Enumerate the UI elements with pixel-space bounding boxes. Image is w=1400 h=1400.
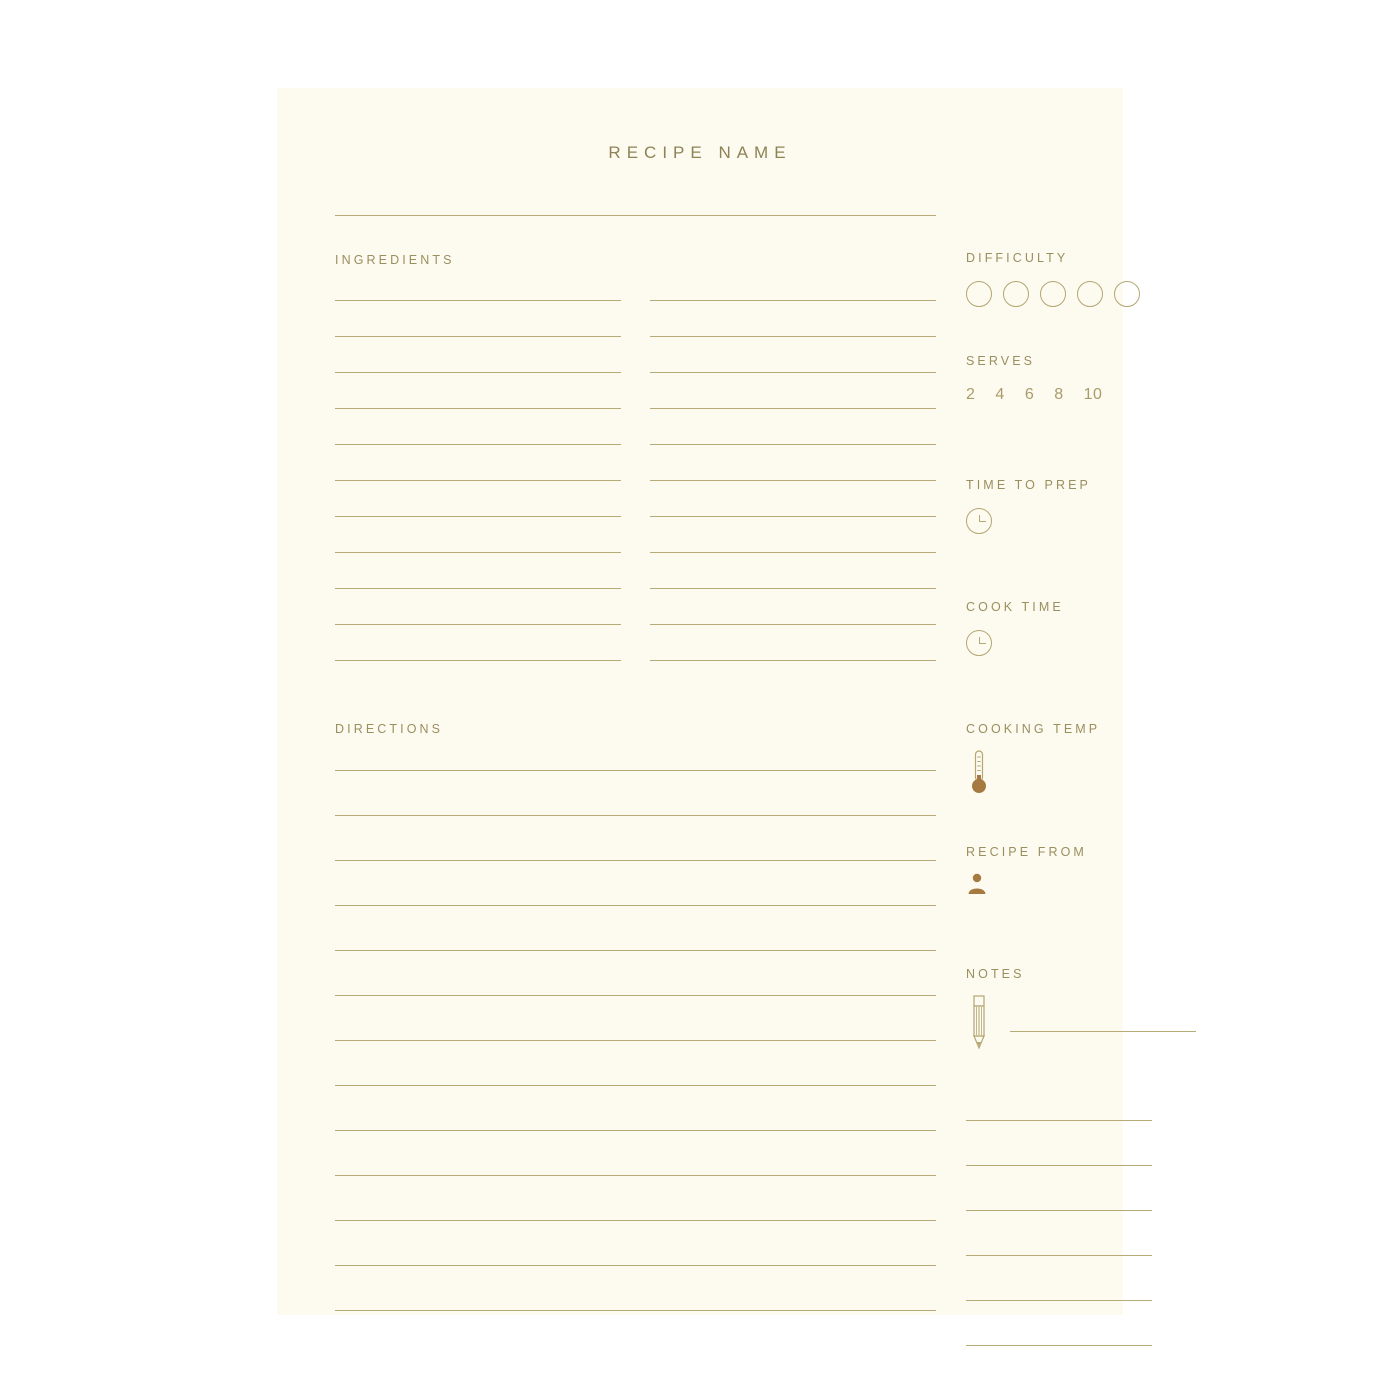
clock-icon	[966, 508, 992, 534]
ingredient-line[interactable]	[335, 300, 621, 301]
notes-icon-and-lines	[966, 993, 1025, 1063]
ingredient-line[interactable]	[335, 444, 621, 445]
notes-first-line-wrap	[1010, 1031, 1196, 1032]
ingredient-line[interactable]	[650, 624, 936, 625]
ingredients-column-left	[335, 300, 621, 661]
ingredient-line[interactable]	[335, 624, 621, 625]
direction-line[interactable]	[335, 1175, 936, 1176]
notes-line[interactable]	[966, 1210, 1152, 1211]
ingredient-line[interactable]	[650, 300, 936, 301]
serves-label: SERVES	[966, 354, 1036, 368]
difficulty-circle[interactable]	[966, 281, 992, 307]
ingredient-line[interactable]	[650, 660, 936, 661]
sidebar-block-difficulty	[966, 251, 1140, 307]
notes-line[interactable]	[966, 1120, 1152, 1121]
serves-option[interactable]: 6	[1024, 386, 1035, 403]
ingredient-line[interactable]	[335, 372, 621, 373]
direction-line[interactable]	[335, 1310, 936, 1311]
ingredients-column-right	[650, 300, 936, 661]
serves-option[interactable]: 8	[1054, 386, 1064, 403]
sidebar-block-cook-time	[966, 600, 1064, 656]
direction-line[interactable]	[335, 905, 936, 906]
notes-line[interactable]	[966, 1300, 1152, 1301]
serves-option[interactable]: 4	[995, 386, 1005, 403]
direction-line[interactable]	[335, 1085, 936, 1086]
direction-line[interactable]	[335, 815, 936, 816]
difficulty-label: DIFFICULTY	[966, 251, 1069, 265]
sidebar-block-time-to-prep	[966, 478, 1091, 534]
difficulty-circle[interactable]	[1114, 281, 1140, 307]
notes-line[interactable]	[966, 1345, 1152, 1346]
cook-time-label: COOK TIME	[966, 600, 1064, 614]
direction-line[interactable]	[335, 860, 936, 861]
notes-label: NOTES	[966, 967, 1025, 981]
ingredient-line[interactable]	[335, 336, 621, 337]
direction-line[interactable]	[335, 1130, 936, 1131]
difficulty-rating[interactable]	[966, 281, 1140, 307]
ingredient-line[interactable]	[650, 516, 936, 517]
ingredient-line[interactable]	[335, 480, 621, 481]
notes-line[interactable]	[966, 1165, 1152, 1166]
ingredient-line[interactable]	[335, 408, 621, 409]
person-icon	[966, 871, 1087, 900]
recipe-name-write-line[interactable]	[335, 215, 936, 216]
direction-line[interactable]	[335, 1265, 936, 1266]
cooking-temp-label: COOKING TEMP	[966, 722, 1101, 736]
ingredients-lines	[335, 300, 936, 661]
serves-options[interactable]	[966, 386, 1102, 404]
thermometer-icon	[966, 748, 1100, 803]
notes-lines	[966, 1120, 1152, 1346]
direction-line[interactable]	[335, 1220, 936, 1221]
clock-icon	[966, 630, 992, 656]
sidebar-block-notes	[966, 967, 1025, 1063]
ingredient-line[interactable]	[650, 444, 936, 445]
sidebar-block-cooking-temp	[966, 722, 1100, 803]
ingredient-line[interactable]	[650, 552, 936, 553]
ingredient-line[interactable]	[335, 552, 621, 553]
page-title: RECIPE NAME	[608, 143, 792, 162]
ingredient-line[interactable]	[650, 408, 936, 409]
directions-lines	[335, 770, 936, 1311]
ingredient-line[interactable]	[335, 516, 621, 517]
notes-line[interactable]	[966, 1255, 1152, 1256]
card-header	[277, 143, 1123, 163]
ingredient-line[interactable]	[335, 588, 621, 589]
difficulty-circle[interactable]	[1040, 281, 1066, 307]
sidebar-block-recipe-from	[966, 845, 1087, 900]
directions-heading: DIRECTIONS	[335, 722, 444, 736]
sidebar-block-serves	[966, 354, 1102, 404]
ingredient-line[interactable]	[650, 588, 936, 589]
recipe-card	[277, 88, 1123, 1315]
time-to-prep-label: TIME TO PREP	[966, 478, 1091, 492]
ingredient-line[interactable]	[335, 660, 621, 661]
direction-line[interactable]	[335, 950, 936, 951]
ingredient-line[interactable]	[650, 480, 936, 481]
difficulty-circle[interactable]	[1003, 281, 1029, 307]
ingredients-heading: INGREDIENTS	[335, 253, 455, 267]
difficulty-circle[interactable]	[1077, 281, 1103, 307]
direction-line[interactable]	[335, 1040, 936, 1041]
notes-line[interactable]	[1010, 1031, 1196, 1032]
recipe-from-label: RECIPE FROM	[966, 845, 1087, 859]
serves-option[interactable]: 2	[966, 386, 976, 403]
pencil-icon	[966, 993, 992, 1055]
ingredient-line[interactable]	[650, 372, 936, 373]
ingredient-line[interactable]	[650, 336, 936, 337]
direction-line[interactable]	[335, 770, 936, 771]
direction-line[interactable]	[335, 995, 936, 996]
serves-option[interactable]: 10	[1083, 386, 1103, 403]
